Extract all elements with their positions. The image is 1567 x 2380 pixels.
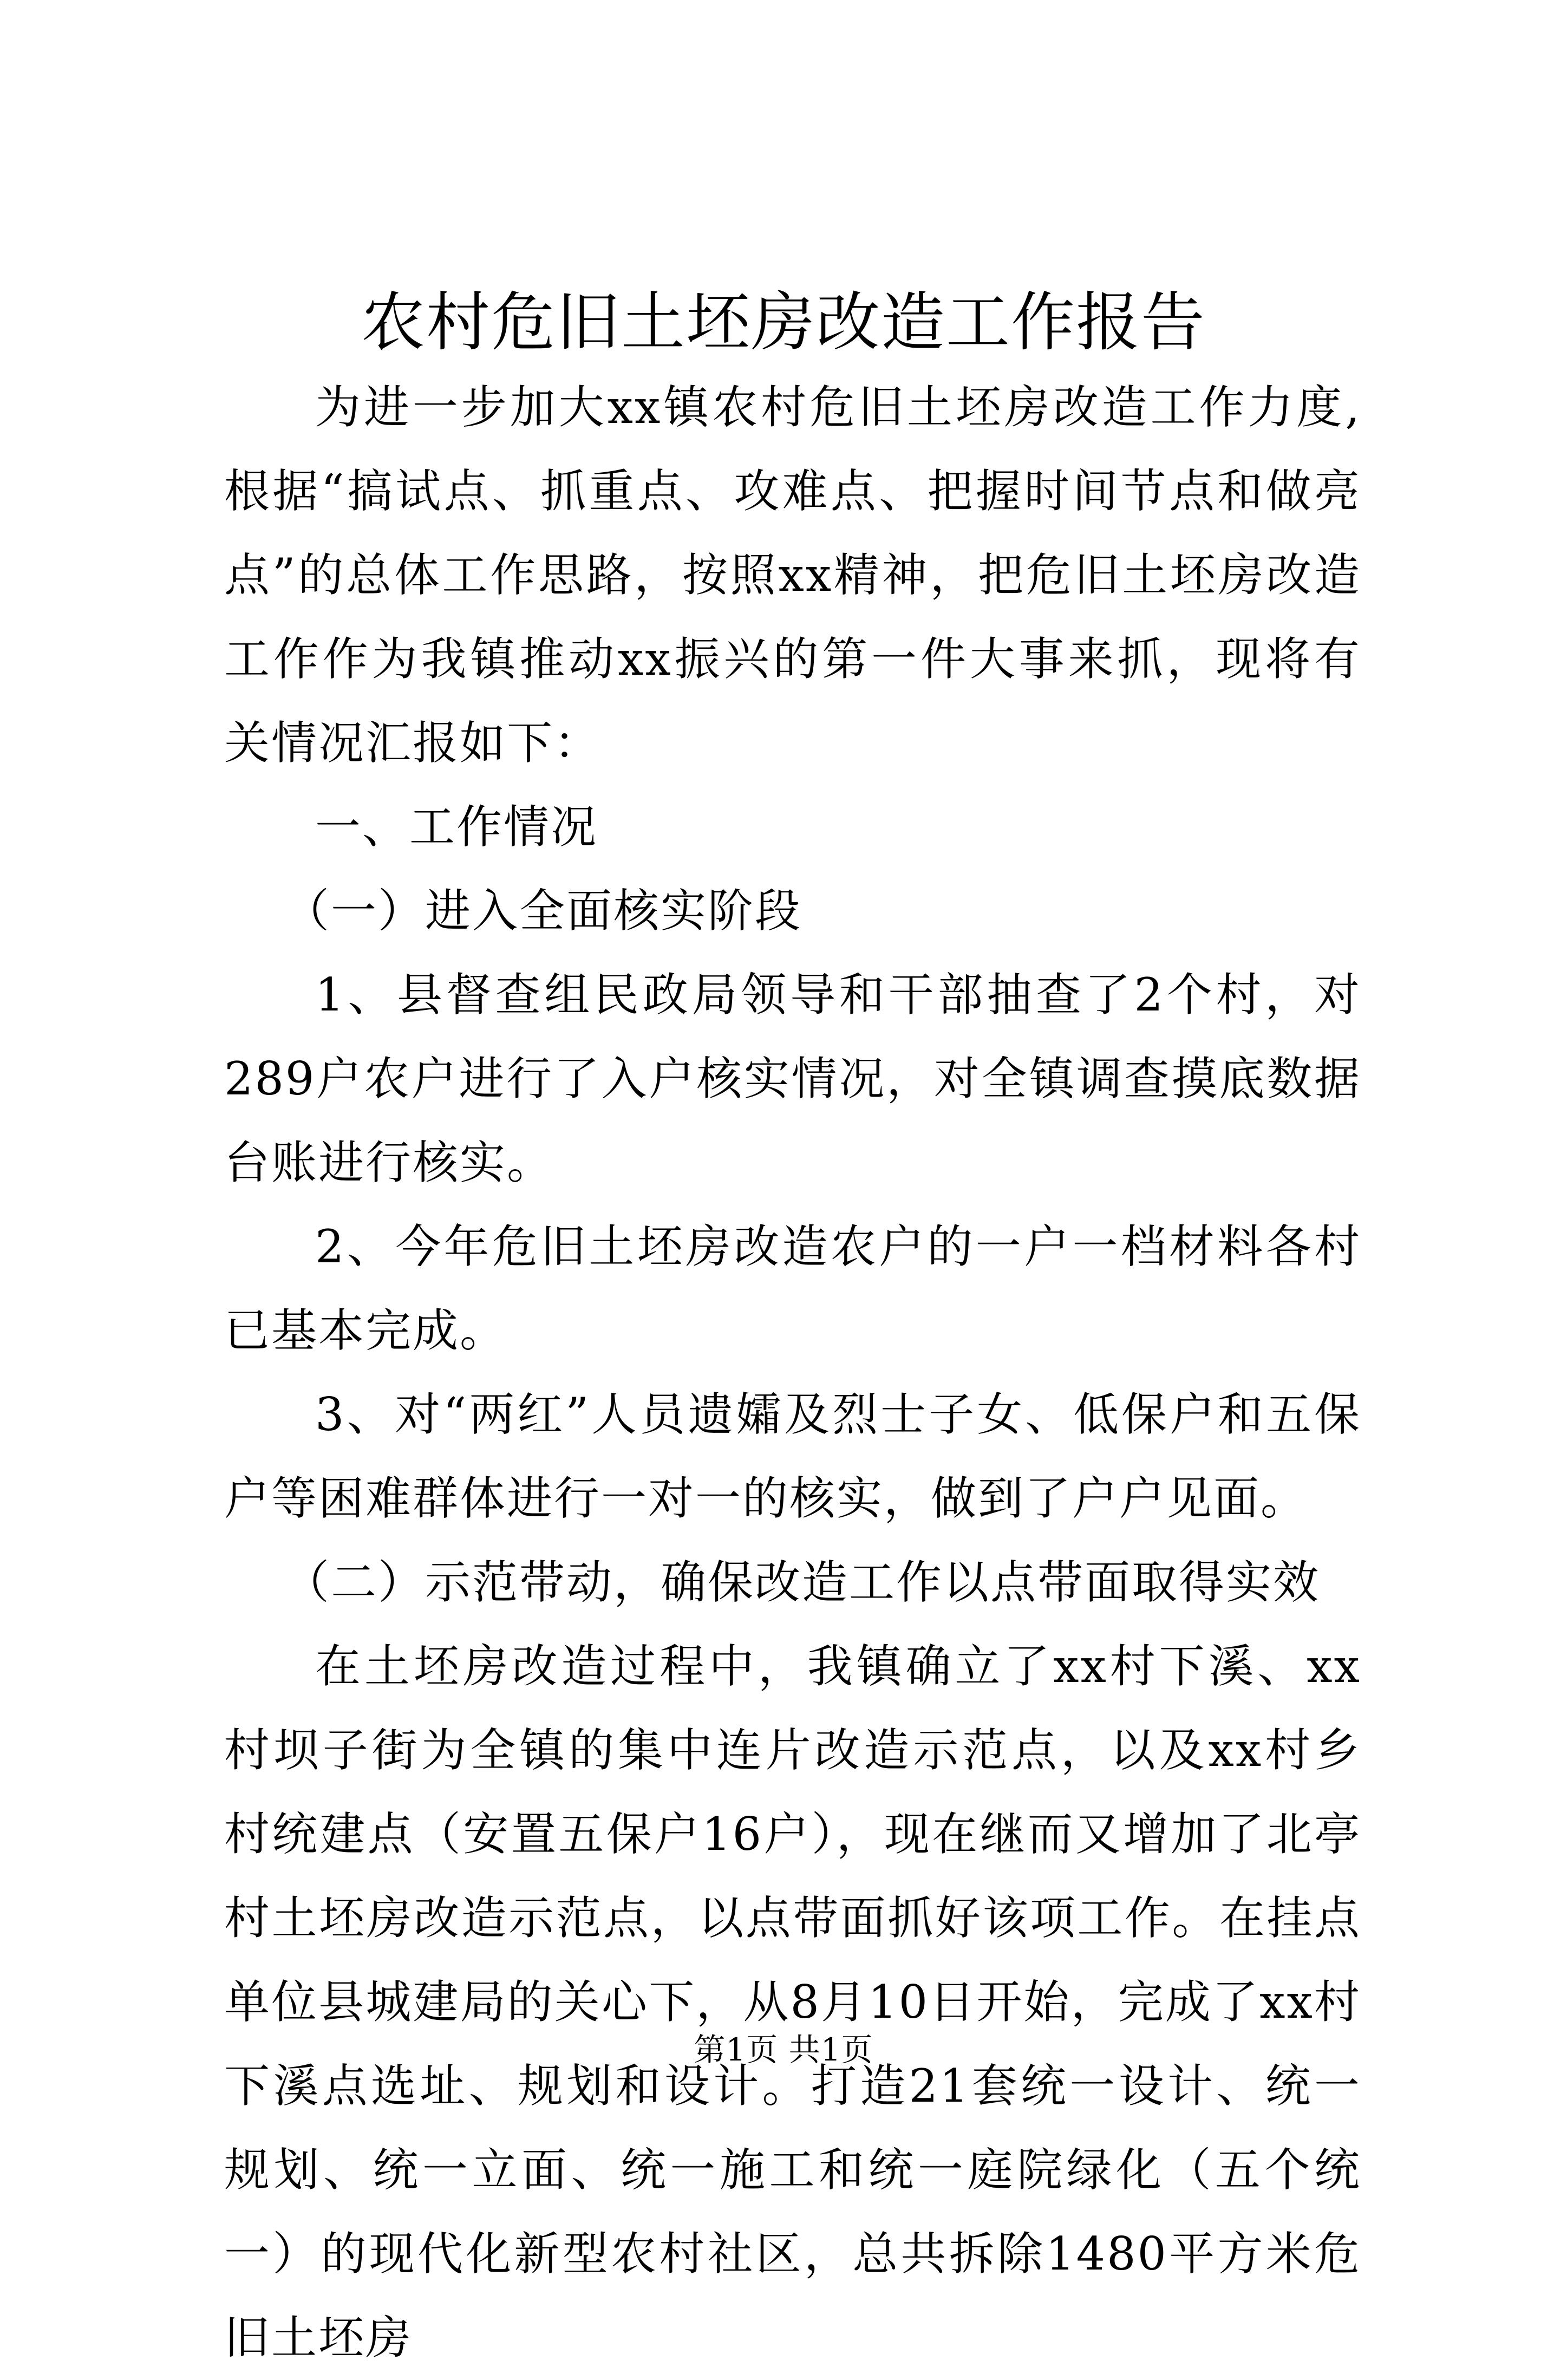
- document-body: [224, 366, 1361, 2380]
- paragraph-item-1: 1、县督查组民政局领导和干部抽查了2个村，对289户农户进行了入户核实情况，对全镇调查摸底数据台账进行核实。: [224, 968, 1361, 1189]
- subsection-heading-verification: （一）进入全面核实阶段: [284, 884, 802, 937]
- intro-paragraph: 为进一步加大xx镇农村危旧土坯房改造工作力度,根据“搞试点、抓重点、攻难点、把握时间节点和做亮点”的总体工作思路，按照xx精神，把危旧土坯房改造工作作为我镇推动xx振兴的第一件大事来抓，现将有关情况汇报如下：: [224, 381, 1361, 770]
- section-heading-work-status: 一、工作情况: [315, 800, 598, 853]
- subsection-heading-demonstration: （二）示范带动，确保改造工作以点带面取得实效: [284, 1556, 1321, 1609]
- page-footer: 第1页 共1页: [694, 2031, 873, 2068]
- paragraph-item-3: 3、对“两红”人员遗孀及烈士子女、低保户和五保户等困难群体进行一对一的核实，做到了户户见面。: [224, 1388, 1361, 1525]
- paragraph-item-2: 2、今年危旧土坯房改造农户的一户一档材料各村已基本完成。: [224, 1220, 1361, 1357]
- paragraph-demonstration: 在土坯房改造过程中，我镇确立了xx村下溪、xx村坝子街为全镇的集中连片改造示范点，以及xx村乡村统建点（安置五保户16户），现在继而又增加了北亭村土坯房改造示范点，以点带面抓好该项工作。在挂点单位县城建局的关心下，从8月10日开始，完成了xx村下溪点选址、规划和设计。打造21套统一设计、统一规划、统一立面、统一施工和统一庭院绿化（五个统一）的现代化新型农村社区，总共拆除1480平方米危旧土坯房: [224, 1640, 1361, 2364]
- document-title: 农村危旧土坯房改造工作报告: [361, 285, 1206, 360]
